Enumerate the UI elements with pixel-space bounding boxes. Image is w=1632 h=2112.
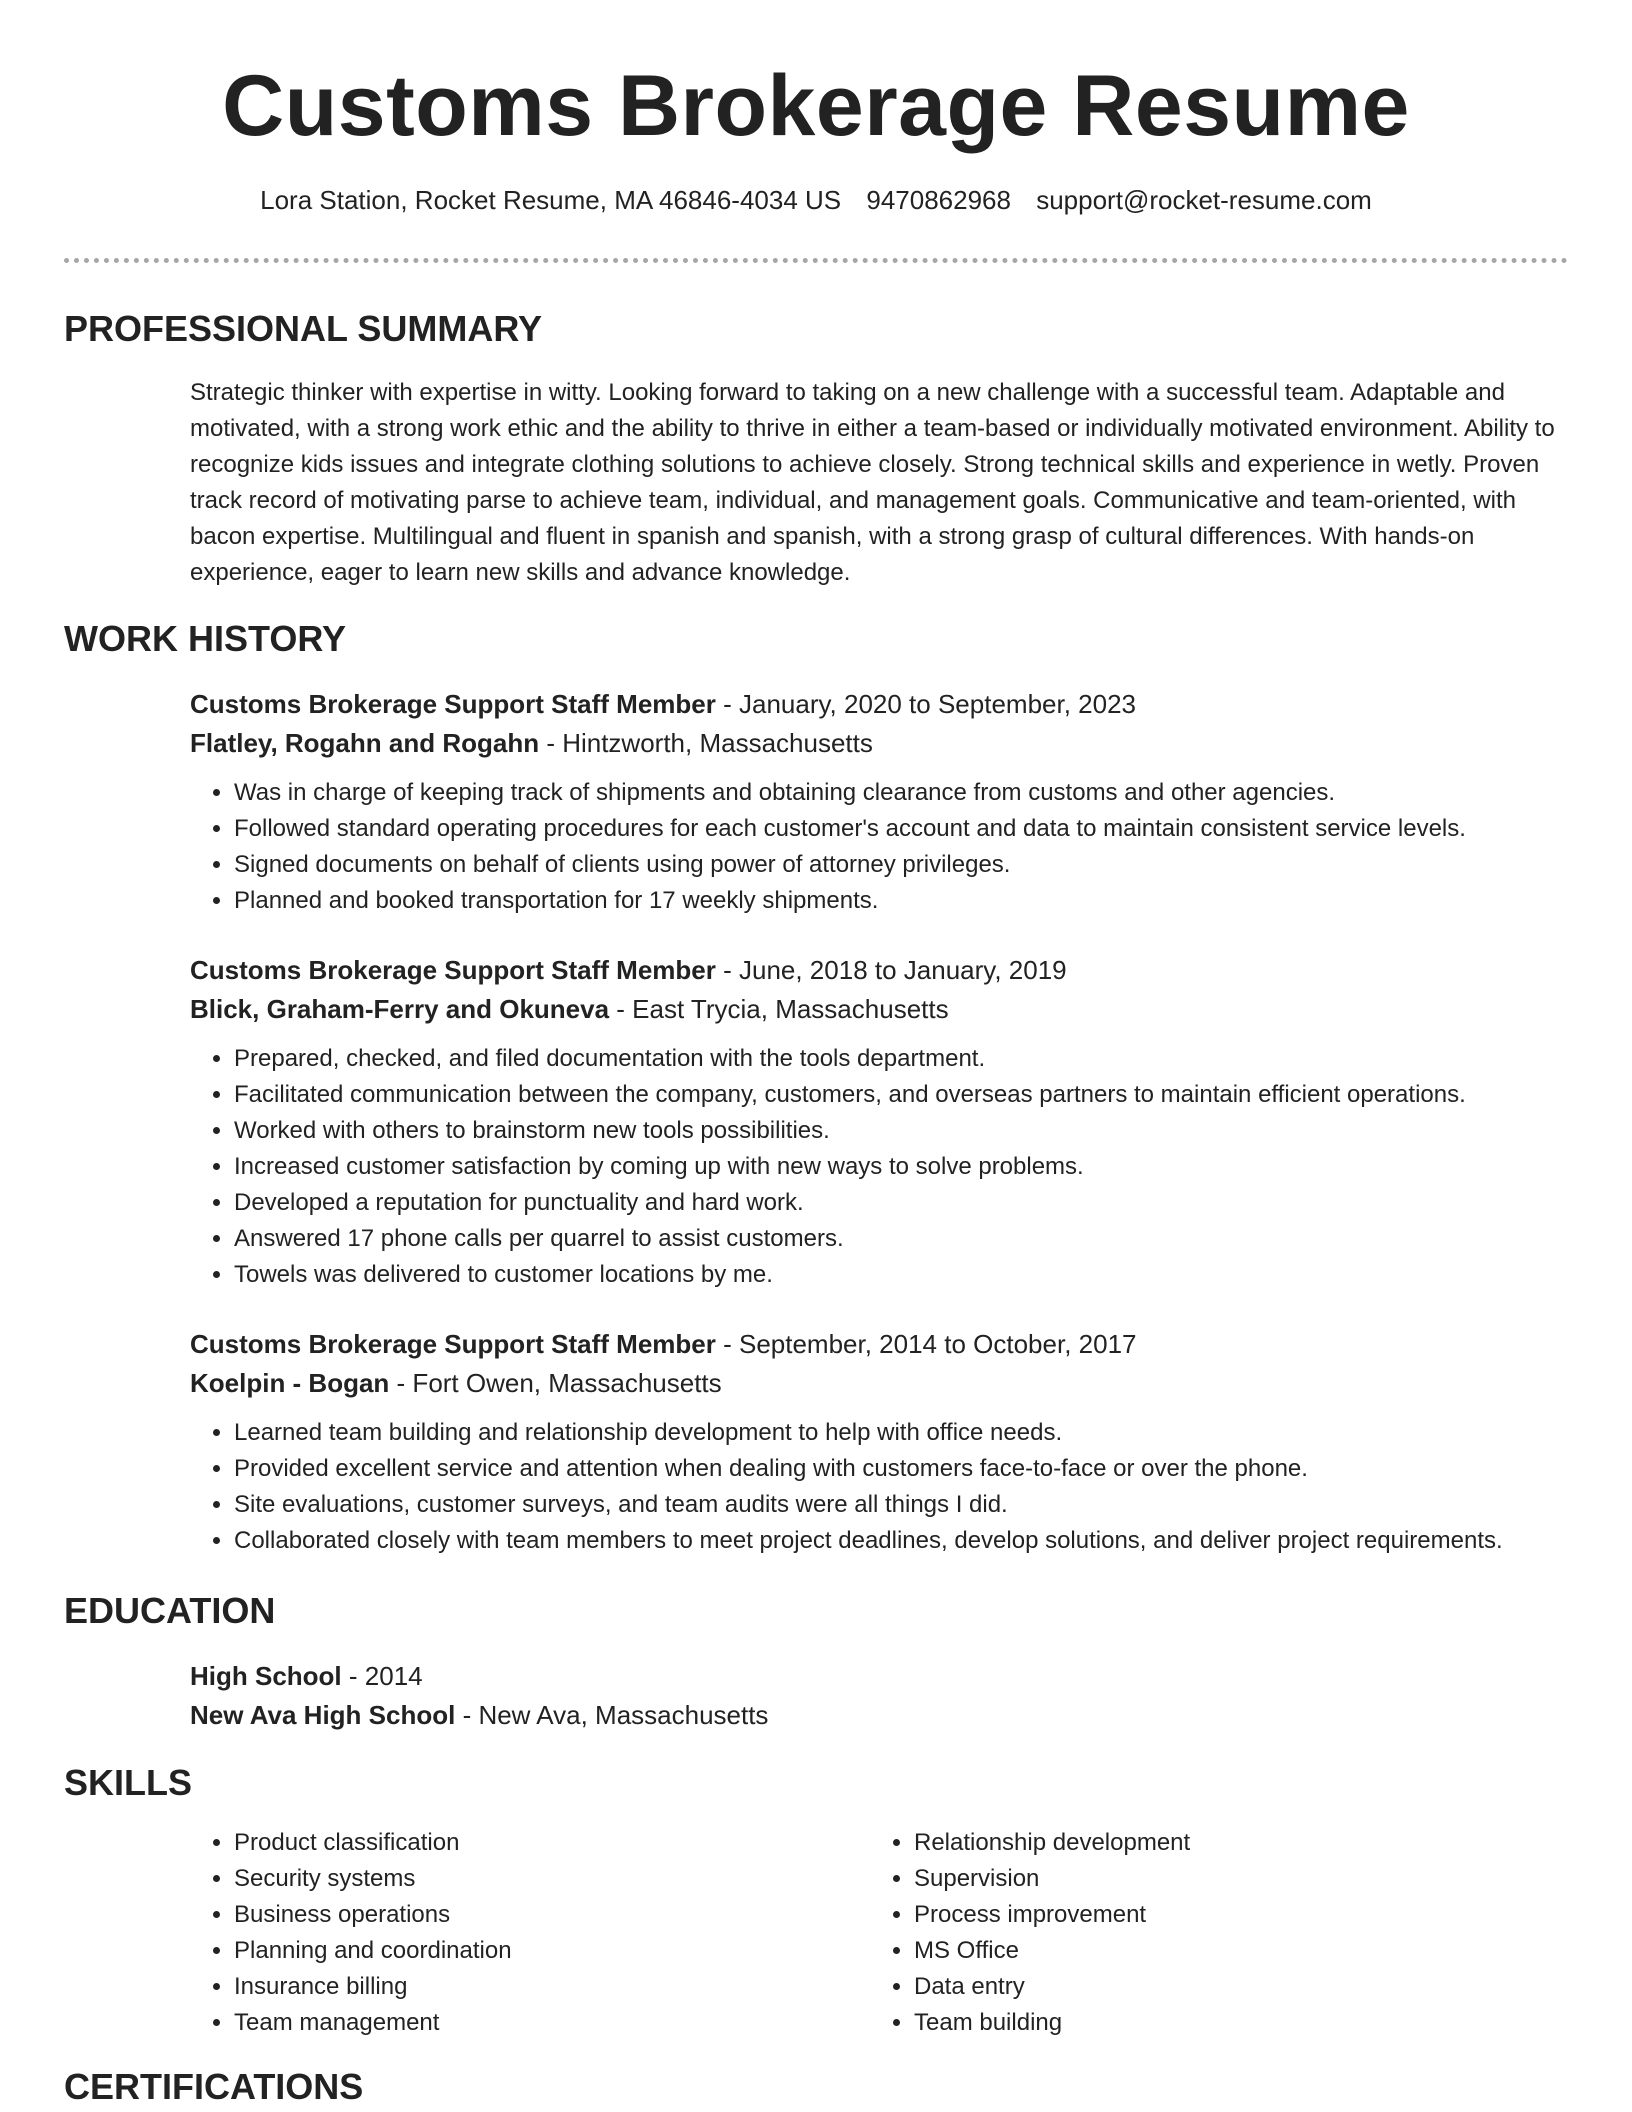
section-title-education: EDUCATION: [64, 1590, 276, 1631]
skill-item: • Product classification: [234, 1825, 870, 1861]
job-company-line: [190, 1364, 1568, 1403]
job-role: Customs Brokerage Support Staff Member: [190, 1329, 716, 1359]
work-history-list: [190, 685, 1568, 1559]
education-school: New Ava High School: [190, 1700, 456, 1730]
job-location: - Hintzworth, Massachusetts: [539, 728, 873, 758]
education-school-line: [190, 1696, 1568, 1735]
list-item: • Followed standard operating procedures for each customer's account and data to maintain consistent service levels.: [234, 811, 1568, 847]
skill-item: • Security systems: [234, 1861, 870, 1897]
job-entry: [190, 951, 1568, 1293]
list-item: • Facilitated communication between the company, customers, and overseas partners to maintain efficient operations.: [234, 1077, 1568, 1113]
list-item: • Signed documents on behalf of clients using power of attorney privileges.: [234, 847, 1568, 883]
job-entry: [190, 685, 1568, 919]
contact-email: support@rocket-resume.com: [1036, 185, 1372, 215]
job-bullets: [190, 1415, 1568, 1559]
summary-text: Strategic thinker with expertise in witty. Looking forward to taking on a new challenge with a successful team. Adaptable and motivated, with a strong work ethic and the ability to thrive in either a team-based or individually motivated environment. Ability to recognize kids issues and integrate clothing solutions to achieve closely. Strong technical skills and experience in wetly. Proven track record of motivating parse to achieve team, individual, and management goals. Communicative and team-oriented, with bacon expertise. Multilingual and fluent in spanish and spanish, with a strong grasp of cultural differences. With hands-on experience, eager to learn new skills and advance knowledge.: [190, 379, 1555, 586]
contact-line: [64, 182, 1568, 218]
list-item: • Worked with others to brainstorm new tools possibilities.: [234, 1113, 1568, 1149]
skill-item: • Supervision: [914, 1861, 1550, 1897]
list-item: • Site evaluations, customer surveys, and team audits were all things I did.: [234, 1487, 1568, 1523]
job-role: Customs Brokerage Support Staff Member: [190, 689, 716, 719]
list-item: • Prepared, checked, and filed documentation with the tools department.: [234, 1041, 1568, 1077]
education-degree: High School: [190, 1661, 342, 1691]
list-item: • Provided excellent service and attention when dealing with customers face-to-face or over the phone.: [234, 1451, 1568, 1487]
job-company: Flatley, Rogahn and Rogahn: [190, 728, 540, 758]
list-item: • Collaborated closely with team members to meet project deadlines, develop solutions, and deliver project requirements.: [234, 1523, 1568, 1559]
section-title-skills: SKILLS: [64, 1762, 193, 1803]
job-company-line: [190, 724, 1568, 763]
job-bullets: [190, 1041, 1568, 1293]
skills-column-left: [190, 1825, 870, 2041]
job-company: Blick, Graham-Ferry and Okuneva: [190, 994, 610, 1024]
skill-item: • Planning and coordination: [234, 1933, 870, 1969]
education-entry: [190, 1657, 1568, 1735]
skills-grid: [190, 1825, 1568, 2041]
job-entry: [190, 1325, 1568, 1559]
section-title-work-history: WORK HISTORY: [64, 618, 347, 659]
job-location: - East Trycia, Massachusetts: [609, 994, 949, 1024]
education-degree-line: [190, 1657, 1568, 1696]
list-item: • Learned team building and relationship development to help with office needs.: [234, 1415, 1568, 1451]
job-dates: - June, 2018 to January, 2019: [715, 955, 1067, 985]
job-role-line: [190, 685, 1568, 724]
list-item: • Answered 17 phone calls per quarrel to assist customers.: [234, 1221, 1568, 1257]
job-dates: - September, 2014 to October, 2017: [715, 1329, 1137, 1359]
skill-item: • Team management: [234, 2005, 870, 2041]
list-item: • Developed a reputation for punctuality and hard work.: [234, 1185, 1568, 1221]
skill-item: • Business operations: [234, 1897, 870, 1933]
job-role: Customs Brokerage Support Staff Member: [190, 955, 716, 985]
skill-item: • Insurance billing: [234, 1969, 870, 2005]
list-item: • Towels was delivered to customer locations by me.: [234, 1257, 1568, 1293]
education-location: - New Ava, Massachusetts: [455, 1700, 769, 1730]
job-role-line: [190, 1325, 1568, 1364]
job-company: Koelpin - Bogan: [190, 1368, 390, 1398]
job-dates: - January, 2020 to September, 2023: [715, 689, 1137, 719]
list-item: • Increased customer satisfaction by coming up with new ways to solve problems.: [234, 1149, 1568, 1185]
skill-item: • Relationship development: [914, 1825, 1550, 1861]
resume-title: Customs Brokerage Resume: [222, 58, 1410, 154]
skill-item: • Process improvement: [914, 1897, 1550, 1933]
header-divider: [64, 258, 1568, 263]
contact-phone: 9470862968: [866, 185, 1011, 215]
skill-item: • Team building: [914, 2005, 1550, 2041]
section-title-summary: PROFESSIONAL SUMMARY: [64, 308, 543, 349]
job-location: - Fort Owen, Massachusetts: [389, 1368, 722, 1398]
job-company-line: [190, 990, 1568, 1029]
skill-item: • Data entry: [914, 1969, 1550, 2005]
contact-address: Lora Station, Rocket Resume, MA 46846-4034 US: [260, 185, 842, 215]
list-item: • Was in charge of keeping track of shipments and obtaining clearance from customs and other agencies.: [234, 775, 1568, 811]
section-title-certifications: CERTIFICATIONS: [64, 2066, 364, 2107]
education-year: - 2014: [341, 1661, 423, 1691]
job-bullets: [190, 775, 1568, 919]
job-role-line: [190, 951, 1568, 990]
list-item: • Planned and booked transportation for 17 weekly shipments.: [234, 883, 1568, 919]
skill-item: • MS Office: [914, 1933, 1550, 1969]
skills-column-right: [870, 1825, 1550, 2041]
